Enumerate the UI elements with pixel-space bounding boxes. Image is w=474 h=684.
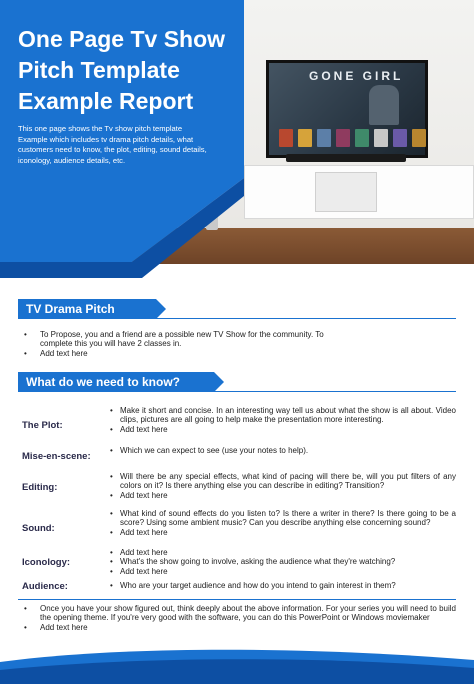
row-bullet-list [110,446,310,455]
list-item: • Add text here [110,548,456,557]
row-bullet-list [110,581,456,590]
page-title: One Page Tv Show Pitch Template Example Report [18,26,226,114]
row-label: Audience: [22,580,68,592]
row-label: Iconology: [22,556,71,568]
row-label: Sound: [22,522,55,534]
row-label: Editing: [22,481,58,493]
hero-banner [0,0,474,290]
info-row-iconology [18,548,456,576]
footer-wave-decoration [0,640,474,684]
section-heading-what-do-we-need: What do we need to know? [18,372,214,392]
section-divider [18,318,456,319]
info-row-plot [18,406,456,444]
list-item: • Add text here [110,528,456,537]
info-row-sound [18,509,456,547]
list-item: • What kind of sound effects do you listen to? Is there a writer in there? Is there going to be a score? Using some ambient music? Can you describe anything else concerning sound? [110,509,456,528]
list-item: • Make it short and concise. In an interesting way tell us about what the show is all about. Video clips, pictures are all going to help make the presentation more interesting. [110,406,456,425]
info-row-audience [18,578,456,594]
row-label: The Plot: [22,419,63,431]
hero-blue-panel [0,0,474,290]
row-bullet-list [110,472,456,500]
page-description: This one page shows the Tv show pitch template Example which includes tv drama pitch details, what customers need to know, the plot, editing, sound details, iconology, audience details, etc. [18,124,207,165]
tv-screen-title: GONE GIRL [309,69,404,83]
section-divider [18,599,456,600]
info-row-editing [18,472,456,502]
list-item: • To Propose, you and a friend are a possible new TV Show for the community. To complete this you will have 2 classes in. [18,330,358,349]
list-item: • Will there be any special effects, what kind of pacing will there be, will you put filters of any colors on it? Is there anything else you can describe in editing? Transition? [110,472,456,491]
section-divider [18,391,456,392]
list-item: • Add text here [18,623,456,632]
row-bullet-list [110,548,456,576]
list-item: • Add text here [110,567,456,576]
pitch-bullet-list [18,330,358,358]
list-item: • Add text here [18,349,358,358]
section-heading-tv-drama-pitch: TV Drama Pitch [18,299,156,319]
row-bullet-list [110,509,456,537]
list-item: • Once you have your show figured out, think deeply about the above information. For your series you will need to build the opening theme. If you're very good with the software, you can do this PowerPoint or Windows moviemaker [18,604,456,623]
list-item: • Add text here [110,425,456,434]
info-row-mise-en-scene [18,446,456,466]
list-item: • Which we can expect to see (use your notes to help). [110,446,310,455]
list-item: • What's the show going to involve, asking the audience what they're watching? [110,557,456,566]
closing-bullet-list [18,604,456,632]
row-bullet-list [110,406,456,434]
list-item: • Who are your target audience and how do you intend to gain interest in them? [110,581,456,590]
list-item: • Add text here [110,491,456,500]
row-label: Mise-en-scene: [22,450,91,462]
